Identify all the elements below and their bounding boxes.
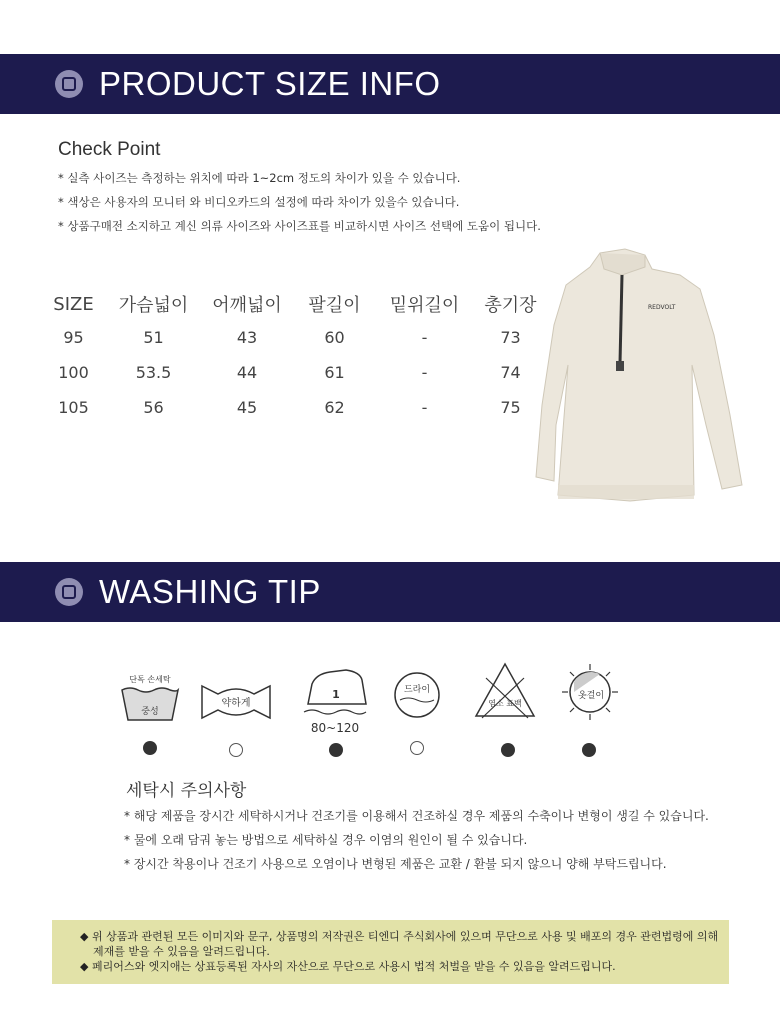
table-cell: - bbox=[421, 398, 428, 417]
hang-dry-label: 옷걸이 bbox=[577, 691, 605, 701]
caution-item: * 장시간 착용이나 건조기 사용으로 오염이나 변형된 제품은 교환 / 환불 되지 않으니 양해 부탁드립니다. bbox=[124, 857, 667, 871]
caution-item: * 물에 오래 담궈 놓는 방법으로 세탁하실 경우 이염의 원인이 될 수 있습니다. bbox=[124, 833, 528, 847]
check-point-note: * 실측 사이즈는 측정하는 위치에 따라 1~2cm 정도의 차이가 있을 수 있습니다. bbox=[58, 171, 461, 185]
copyright-line: 제재를 받을 수 있음을 알려드립니다. bbox=[93, 945, 270, 958]
length-header: 총기장 bbox=[484, 295, 537, 316]
table-cell: - bbox=[421, 363, 428, 382]
shoulder-header: 어깨넓이 bbox=[212, 295, 282, 316]
caution-title: 세탁시 주의사항 bbox=[126, 781, 247, 801]
iron-temp-label: 80~120 bbox=[310, 721, 360, 735]
product-brand-text: REDVOLT bbox=[648, 304, 676, 311]
weak-wash-icon bbox=[198, 682, 274, 722]
table-row bbox=[46, 320, 553, 355]
brand-logo-icon bbox=[55, 70, 83, 98]
table-row bbox=[46, 355, 553, 390]
size-info-title: PRODUCT SIZE INFO bbox=[99, 65, 441, 102]
size-info-banner bbox=[0, 54, 780, 114]
hand-wash-top-label: 단독 손세탁 bbox=[129, 675, 171, 684]
washing-tip-title: WASHING TIP bbox=[99, 573, 321, 610]
trademark-line: ◆ 페리어스와 엣지애는 상표등록된 자사의 자산으로 무단으로 사용시 법적 처벌을 받을 수 있음을 알려드립니다. bbox=[80, 960, 616, 973]
no-bleach-label: 염소 표백 bbox=[488, 699, 522, 708]
iron-indicator bbox=[329, 743, 343, 757]
table-cell: 100 bbox=[58, 363, 89, 382]
table-cell: 43 bbox=[236, 328, 258, 347]
hang-dry-indicator bbox=[582, 743, 596, 757]
dry-clean-icon bbox=[392, 670, 442, 720]
table-cell: 44 bbox=[236, 363, 258, 382]
no-bleach-indicator bbox=[501, 743, 515, 757]
iron-level-label: 1 bbox=[332, 688, 340, 701]
table-row bbox=[46, 390, 553, 425]
check-point-notes bbox=[58, 168, 541, 240]
table-cell: 53.5 bbox=[135, 363, 172, 382]
table-cell: 95 bbox=[63, 328, 84, 347]
hand-wash-inner-label: 중성 bbox=[141, 707, 159, 717]
hang-dry-icon bbox=[560, 662, 620, 722]
table-cell: 74 bbox=[500, 363, 521, 382]
table-cell: 62 bbox=[324, 398, 345, 417]
table-cell: 45 bbox=[236, 398, 258, 417]
table-cell: 105 bbox=[58, 398, 89, 417]
table-cell: 61 bbox=[324, 363, 345, 382]
table-cell: - bbox=[421, 328, 428, 347]
hand-wash-indicator bbox=[143, 741, 157, 755]
size-header: SIZE bbox=[53, 293, 94, 315]
no-bleach-icon bbox=[472, 660, 538, 720]
check-point-note: * 상품구매전 소지하고 계신 의류 사이즈와 사이즈표를 비교하시면 사이즈 선택에 도움이 됩니다. bbox=[58, 219, 541, 233]
weak-wash-indicator bbox=[229, 743, 243, 757]
dry-clean-indicator bbox=[410, 741, 424, 755]
check-point-note: * 색상은 사용자의 모니터 와 비디오카드의 설정에 따라 차이가 있을수 있습니다. bbox=[58, 195, 460, 209]
rise-header: 밑위길이 bbox=[389, 295, 460, 316]
hand-wash-neutral-icon bbox=[118, 672, 182, 724]
sleeve-header: 팔길이 bbox=[308, 295, 361, 316]
caution-item: * 해당 제품을 장시간 세탁하시거나 건조기를 이용해서 건조하실 경우 제품의 수축이나 변형이 생길 수 있습니다. bbox=[124, 809, 709, 823]
dry-clean-label: 드라이 bbox=[403, 685, 431, 695]
brand-logo-icon bbox=[55, 578, 83, 606]
washing-tip-banner bbox=[0, 562, 780, 622]
table-cell: 56 bbox=[143, 398, 164, 417]
size-table-header bbox=[46, 288, 553, 320]
iron-icon bbox=[300, 666, 370, 738]
copyright-notice bbox=[52, 920, 729, 984]
table-cell: 60 bbox=[324, 328, 345, 347]
size-table bbox=[46, 288, 553, 425]
product-image bbox=[530, 245, 750, 505]
copyright-line: ◆ 위 상품과 관련된 모든 이미지와 문구, 상품명의 저작권은 티엔디 주식회사에 있으며 무단으로 사용 및 배포의 경우 관련법령에 의해 bbox=[80, 930, 719, 943]
table-cell: 51 bbox=[143, 328, 164, 347]
table-cell: 73 bbox=[500, 328, 521, 347]
weak-wash-label: 약하게 bbox=[221, 698, 251, 709]
caution-list bbox=[124, 806, 709, 878]
check-point-title: Check Point bbox=[58, 139, 161, 160]
table-cell: 75 bbox=[500, 398, 521, 417]
chest-header: 가슴넓이 bbox=[118, 295, 189, 316]
